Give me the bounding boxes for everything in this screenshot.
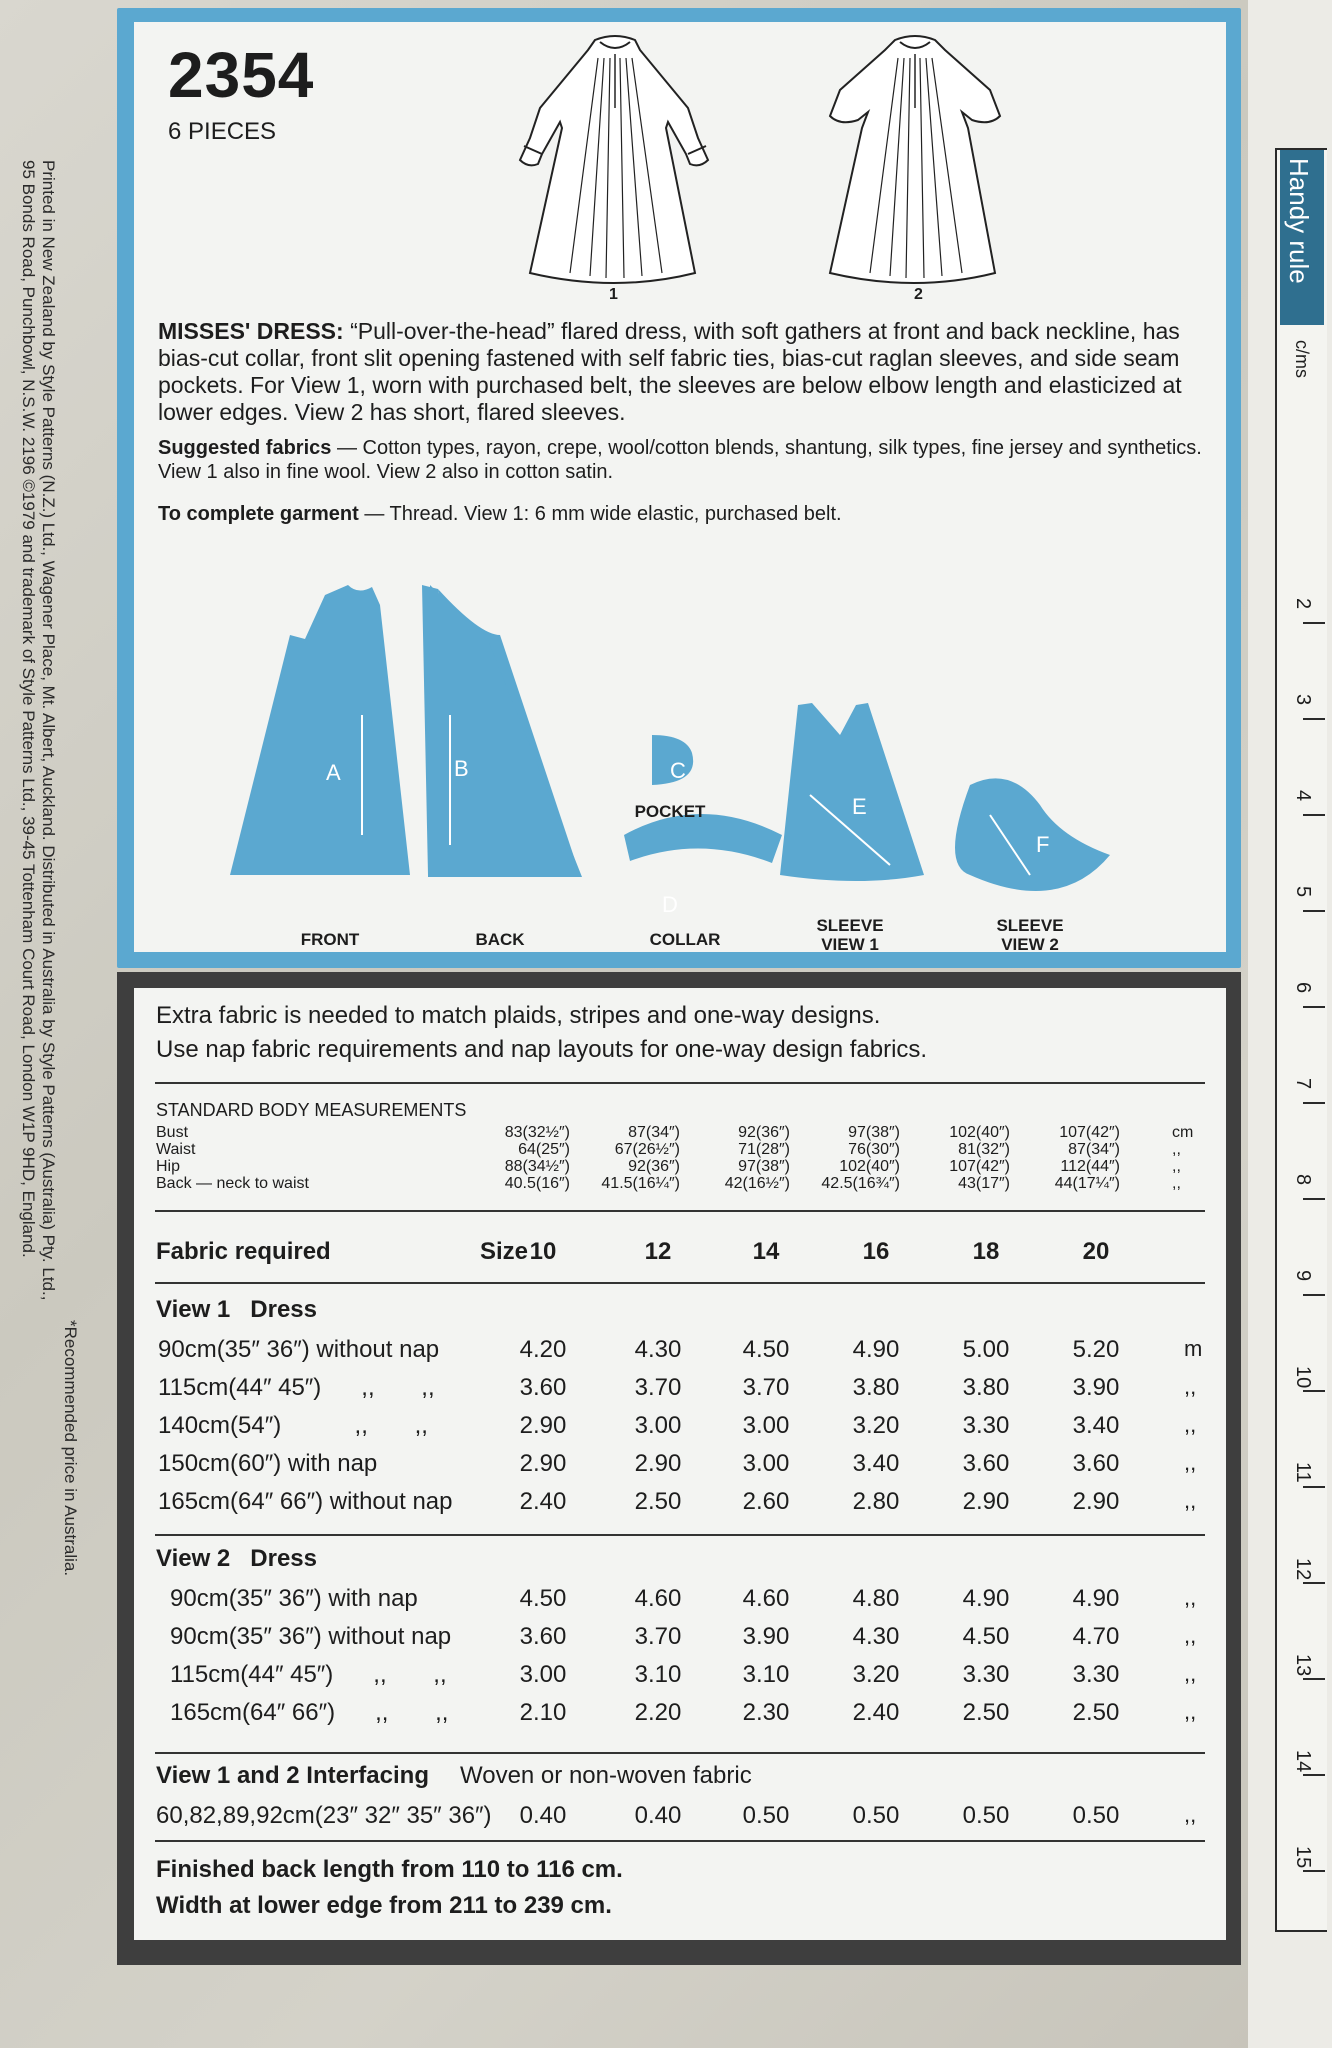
fabric-unit: ,,	[1184, 1412, 1197, 1437]
fabric-amount: 3.20	[852, 1661, 900, 1688]
description	[158, 318, 1218, 426]
piece-letter-c: C	[670, 758, 686, 783]
dress-view-1-illustration	[500, 28, 730, 290]
interfacing-subtitle: Woven or non-woven fabric	[460, 1762, 752, 1789]
fabric-amount: 5.00	[962, 1336, 1010, 1363]
measurement-value: 81(32″)	[958, 1141, 1010, 1158]
fabric-amount: 4.50	[519, 1585, 567, 1612]
measurement-value: 43(17″)	[958, 1175, 1010, 1192]
fabric-amount: 4.60	[742, 1585, 790, 1612]
size-label: Size	[480, 1238, 529, 1265]
measurement-value: 102(40″)	[839, 1158, 900, 1175]
measurement-value: 42.5(16¾″)	[821, 1175, 900, 1192]
suggested-fabrics-text: — Cotton types, rayon, crepe, wool/cotton blends, shantung, silk types, fine jersey and synthetics. View 1 also in fine wool. View 2 also in cotton satin.	[158, 437, 1202, 483]
fabric-amount: 3.80	[852, 1374, 900, 1401]
fabric-amount: 3.10	[742, 1661, 790, 1688]
pattern-number: 2354	[168, 39, 315, 111]
fabric-amount: 2.40	[519, 1488, 567, 1515]
handy-rule-mark: 4	[1292, 790, 1314, 802]
fabric-amount: 3.40	[852, 1450, 900, 1477]
handy-rule-mark: 6	[1292, 982, 1314, 994]
fabric-amount: 3.60	[519, 1623, 567, 1650]
handy-rule-tick	[1303, 1006, 1325, 1008]
measurement-value: 87(34″)	[628, 1124, 680, 1141]
fabric-unit: ,,	[1184, 1699, 1197, 1724]
size-header: 14	[752, 1238, 780, 1265]
note-plaids: Extra fabric is needed to match plaids, stripes and one-way designs.	[156, 1002, 881, 1029]
handy-rule-title-box	[1280, 150, 1324, 325]
interfacing-amount: 0.50	[962, 1802, 1010, 1829]
handy-rule-tick	[1303, 622, 1325, 624]
fabric-amount: 3.70	[742, 1374, 790, 1401]
size-header: 12	[644, 1238, 672, 1265]
fabric-row-label: 165cm(64″ 66″) without nap	[158, 1488, 453, 1515]
interfacing-amount: 0.40	[634, 1802, 682, 1829]
measurement-unit: ,,	[1172, 1175, 1181, 1192]
measurement-value: 76(30″)	[848, 1141, 900, 1158]
measurement-value: 92(36″)	[738, 1124, 790, 1141]
fabric-amount: 4.90	[1072, 1585, 1120, 1612]
fabric-section-title: View 1 Dress	[156, 1296, 317, 1323]
fabric-row-label: 90cm(35″ 36″) with nap	[170, 1585, 418, 1612]
handy-rule-mark: 11	[1292, 1462, 1314, 1483]
fabric-amount: 4.50	[742, 1336, 790, 1363]
complete-garment	[158, 502, 1218, 526]
suggested-fabrics	[158, 436, 1218, 484]
suggested-fabrics-label: Suggested fabrics	[158, 437, 332, 459]
fabric-row-label: 115cm(44″ 45″) ,, ,,	[158, 1374, 435, 1401]
fabric-amount: 3.00	[742, 1450, 790, 1477]
measurement-value: 44(17¼″)	[1054, 1175, 1120, 1192]
fabric-amount: 3.20	[852, 1412, 900, 1439]
piece-letter-d: D	[662, 892, 678, 917]
piece-label-collar: COLLAR	[649, 930, 721, 949]
handy-rule-unit: c/ms	[1292, 340, 1312, 378]
piece-letter-a: A	[326, 760, 341, 785]
fabric-row-label: 150cm(60″) with nap	[158, 1450, 378, 1477]
handy-rule-tick	[1303, 1870, 1325, 1872]
fabric-amount: 3.80	[962, 1374, 1010, 1401]
fabric-amount: 2.90	[634, 1450, 682, 1477]
measurement-value: 102(40″)	[949, 1124, 1010, 1141]
fabric-amount: 2.50	[962, 1699, 1010, 1726]
fabric-amount: 4.30	[852, 1623, 900, 1650]
fabric-amount: 5.20	[1072, 1336, 1120, 1363]
divider	[155, 1752, 1205, 1754]
fabric-amount: 2.60	[742, 1488, 790, 1515]
fabric-unit: m	[1184, 1336, 1203, 1361]
measurement-value: 87(34″)	[1068, 1141, 1120, 1158]
piece-label-sleeve-view-2: SLEEVE VIEW 2	[996, 916, 1064, 954]
fabric-amount: 3.70	[634, 1623, 682, 1650]
fabric-row-label: 165cm(64″ 66″) ,, ,,	[170, 1699, 449, 1726]
divider	[155, 1840, 1205, 1842]
piece-label-sleeve-view-1: SLEEVE VIEW 1	[816, 916, 884, 954]
interfacing-amount: 0.50	[1072, 1802, 1120, 1829]
measurements-title: STANDARD BODY MEASUREMENTS	[156, 1100, 467, 1120]
fabric-row-label: 90cm(35″ 36″) without nap	[158, 1336, 440, 1363]
size-header: 16	[862, 1238, 890, 1265]
handy-rule-title: Handy rule	[1284, 158, 1314, 284]
interfacing-title: View 1 and 2 Interfacing	[156, 1762, 429, 1789]
interfacing-amount: 0.50	[852, 1802, 900, 1829]
handy-rule-tick	[1303, 1102, 1325, 1104]
divider	[155, 1534, 1205, 1536]
fabric-amount: 4.90	[852, 1336, 900, 1363]
handy-rule-mark: 8	[1292, 1174, 1314, 1186]
handy-rule-tick	[1303, 1390, 1325, 1392]
divider	[155, 1282, 1205, 1284]
size-header: 20	[1082, 1238, 1110, 1265]
fabric-amount: 3.00	[742, 1412, 790, 1439]
handy-rule-tick	[1303, 910, 1325, 912]
fabric-amount: 3.30	[1072, 1661, 1120, 1688]
fabric-row-label: 90cm(35″ 36″) without nap	[170, 1623, 452, 1650]
fabric-amount: 3.90	[1072, 1374, 1120, 1401]
measurement-label: Waist	[156, 1141, 196, 1158]
fabric-amount: 3.00	[519, 1661, 567, 1688]
measurement-value: 41.5(16¼″)	[601, 1175, 680, 1192]
measurement-value: 97(38″)	[848, 1124, 900, 1141]
measurement-unit: ,,	[1172, 1141, 1181, 1158]
fabric-amount: 2.90	[1072, 1488, 1120, 1515]
fabric-amount: 3.60	[962, 1450, 1010, 1477]
fabric-amount: 3.00	[634, 1412, 682, 1439]
piece-letter-e: E	[852, 794, 867, 819]
measurement-label: Hip	[156, 1158, 181, 1175]
measurement-unit: cm	[1172, 1124, 1194, 1141]
fabric-amount: 2.50	[634, 1488, 682, 1515]
divider	[155, 1210, 1205, 1212]
handy-rule-mark: 12	[1292, 1558, 1314, 1581]
fabric-unit: ,,	[1184, 1488, 1197, 1513]
handy-rule-mark: 15	[1292, 1846, 1314, 1869]
handy-rule-mark: 10	[1292, 1366, 1314, 1389]
piece-label-back: BACK	[475, 930, 525, 949]
fabric-amount: 2.50	[1072, 1699, 1120, 1726]
measurement-value: 67(26½″)	[614, 1141, 680, 1158]
fabric-amount: 3.70	[634, 1374, 682, 1401]
fabric-amount: 2.90	[962, 1488, 1010, 1515]
measurement-value: 83(32½″)	[504, 1124, 570, 1141]
divider	[155, 1082, 1205, 1084]
fabric-amount: 2.40	[852, 1699, 900, 1726]
measurement-value: 112(44″)	[1060, 1158, 1120, 1175]
fabric-amount: 2.80	[852, 1488, 900, 1515]
fabric-required-title: Fabric required	[156, 1238, 331, 1265]
fabric-amount: 2.10	[519, 1699, 567, 1726]
interfacing-row-label: 60,82,89,92cm(23″ 32″ 35″ 36″)	[156, 1802, 492, 1829]
view-2-number: 2	[914, 286, 923, 303]
fabric-unit: ,,	[1184, 1661, 1197, 1686]
handy-rule-tick	[1303, 1582, 1325, 1584]
measurement-value: 42(16½″)	[724, 1175, 790, 1192]
pattern-pieces-illustration	[200, 575, 1160, 915]
handy-rule-tick	[1303, 1294, 1325, 1296]
measurement-value: 107(42″)	[949, 1158, 1010, 1175]
measurement-value: 97(38″)	[738, 1158, 790, 1175]
handy-rule-mark: 2	[1292, 598, 1314, 610]
interfacing-unit: ,,	[1184, 1802, 1197, 1827]
handy-rule-mark: 5	[1292, 886, 1314, 898]
handy-rule-mark: 14	[1292, 1750, 1314, 1773]
fabric-amount: 3.10	[634, 1661, 682, 1688]
fabric-amount: 4.20	[519, 1336, 567, 1363]
measurement-value: 64(25″)	[518, 1141, 570, 1158]
fabric-section-title: View 2 Dress	[156, 1545, 317, 1572]
fabric-amount: 2.90	[519, 1450, 567, 1477]
fabric-amount: 2.30	[742, 1699, 790, 1726]
fabric-amount: 2.20	[634, 1699, 682, 1726]
fabric-amount: 3.60	[1072, 1450, 1120, 1477]
complete-garment-text: — Thread. View 1: 6 mm wide elastic, purchased belt.	[358, 503, 842, 525]
piece-label-front: FRONT	[300, 930, 360, 949]
finished-length: Finished back length from 110 to 116 cm.	[156, 1856, 623, 1883]
fabric-unit: ,,	[1184, 1450, 1197, 1475]
handy-rule-mark: 3	[1292, 694, 1314, 706]
fabric-unit: ,,	[1184, 1585, 1197, 1610]
measurement-label: Bust	[156, 1124, 189, 1141]
publisher-line-1: Printed in New Zealand by Style Patterns (N.Z.) Ltd., Wagener Place, Mt. Albert, Auckland. Distributed in Australia by Style Patterns (Australia) Pty. Ltd.,	[39, 160, 58, 1301]
fabric-amount: 4.30	[634, 1336, 682, 1363]
fabric-amount: 4.50	[962, 1623, 1010, 1650]
dress-view-2-illustration	[800, 28, 1030, 290]
handy-rule-mark: 7	[1292, 1078, 1314, 1090]
handy-rule-tick	[1303, 814, 1325, 816]
complete-garment-label: To complete garment	[158, 503, 359, 525]
fabric-row-label: 115cm(44″ 45″) ,, ,,	[170, 1661, 447, 1688]
handy-rule-tick	[1303, 1198, 1325, 1200]
measurement-unit: ,,	[1172, 1158, 1181, 1175]
piece-letter-f: F	[1036, 832, 1050, 857]
fabric-amount: 3.60	[519, 1374, 567, 1401]
handy-rule-tick	[1303, 1486, 1325, 1488]
handy-rule-mark: 13	[1292, 1654, 1314, 1677]
fabric-amount: 4.90	[962, 1585, 1010, 1612]
fabric-amount: 3.90	[742, 1623, 790, 1650]
fabric-amount: 4.80	[852, 1585, 900, 1612]
fabric-amount: 3.40	[1072, 1412, 1120, 1439]
handy-rule-tick	[1303, 718, 1325, 720]
measurement-value: 71(28″)	[738, 1141, 790, 1158]
view-1-number: 1	[609, 286, 618, 303]
publisher-line-2: 95 Bonds Road, Punchbowl, N.S.W. 2196 ©1979 and trademark of Style Patterns Ltd., 39-45 Tottenham Court Road, London W1P 9HD, England.	[19, 160, 38, 1258]
note-nap: Use nap fabric requirements and nap layouts for one-way design fabrics.	[156, 1036, 928, 1063]
fabric-amount: 4.60	[634, 1585, 682, 1612]
description-title: MISSES' DRESS:	[158, 318, 344, 344]
handy-rule-mark: 9	[1292, 1270, 1314, 1282]
publisher-strip	[0, 0, 118, 2048]
measurement-value: 40.5(16″)	[504, 1175, 570, 1192]
fabric-amount: 4.70	[1072, 1623, 1120, 1650]
measurement-value: 92(36″)	[628, 1158, 680, 1175]
pieces-count: 6 PIECES	[168, 118, 277, 145]
fabric-row-label: 140cm(54″) ,, ,,	[158, 1412, 428, 1439]
fabric-amount: 3.30	[962, 1412, 1010, 1439]
measurement-label: Back — neck to waist	[156, 1175, 309, 1192]
fabric-unit: ,,	[1184, 1623, 1197, 1648]
handy-rule-tick	[1303, 1774, 1325, 1776]
description-text: “Pull-over-the-head” flared dress, with soft gathers at front and back neckline, has bias-cut collar, front slit opening fastened with self fabric ties, bias-cut raglan sleeves, and side seam pockets. For View 1, worn with purchased belt, the sleeves are below elbow length and elasticized at lower edges. View 2 has short, flared sleeves.	[158, 318, 1182, 425]
fabric-amount: 2.90	[519, 1412, 567, 1439]
piece-label-pocket: POCKET	[634, 802, 706, 821]
handy-rule-tick	[1303, 1678, 1325, 1680]
fabric-unit: ,,	[1184, 1374, 1197, 1399]
measurement-value: 107(42″)	[1059, 1124, 1120, 1141]
interfacing-amount: 0.40	[519, 1802, 567, 1829]
measurement-value: 88(34½″)	[504, 1158, 570, 1175]
fabric-amount: 3.30	[962, 1661, 1010, 1688]
interfacing-amount: 0.50	[742, 1802, 790, 1829]
finished-width: Width at lower edge from 211 to 239 cm.	[156, 1892, 612, 1919]
price-note: *Recommended price in Australia.	[61, 1320, 80, 1577]
size-header: 18	[972, 1238, 1000, 1265]
size-header: 10	[529, 1238, 557, 1265]
piece-letter-b: B	[454, 756, 469, 781]
